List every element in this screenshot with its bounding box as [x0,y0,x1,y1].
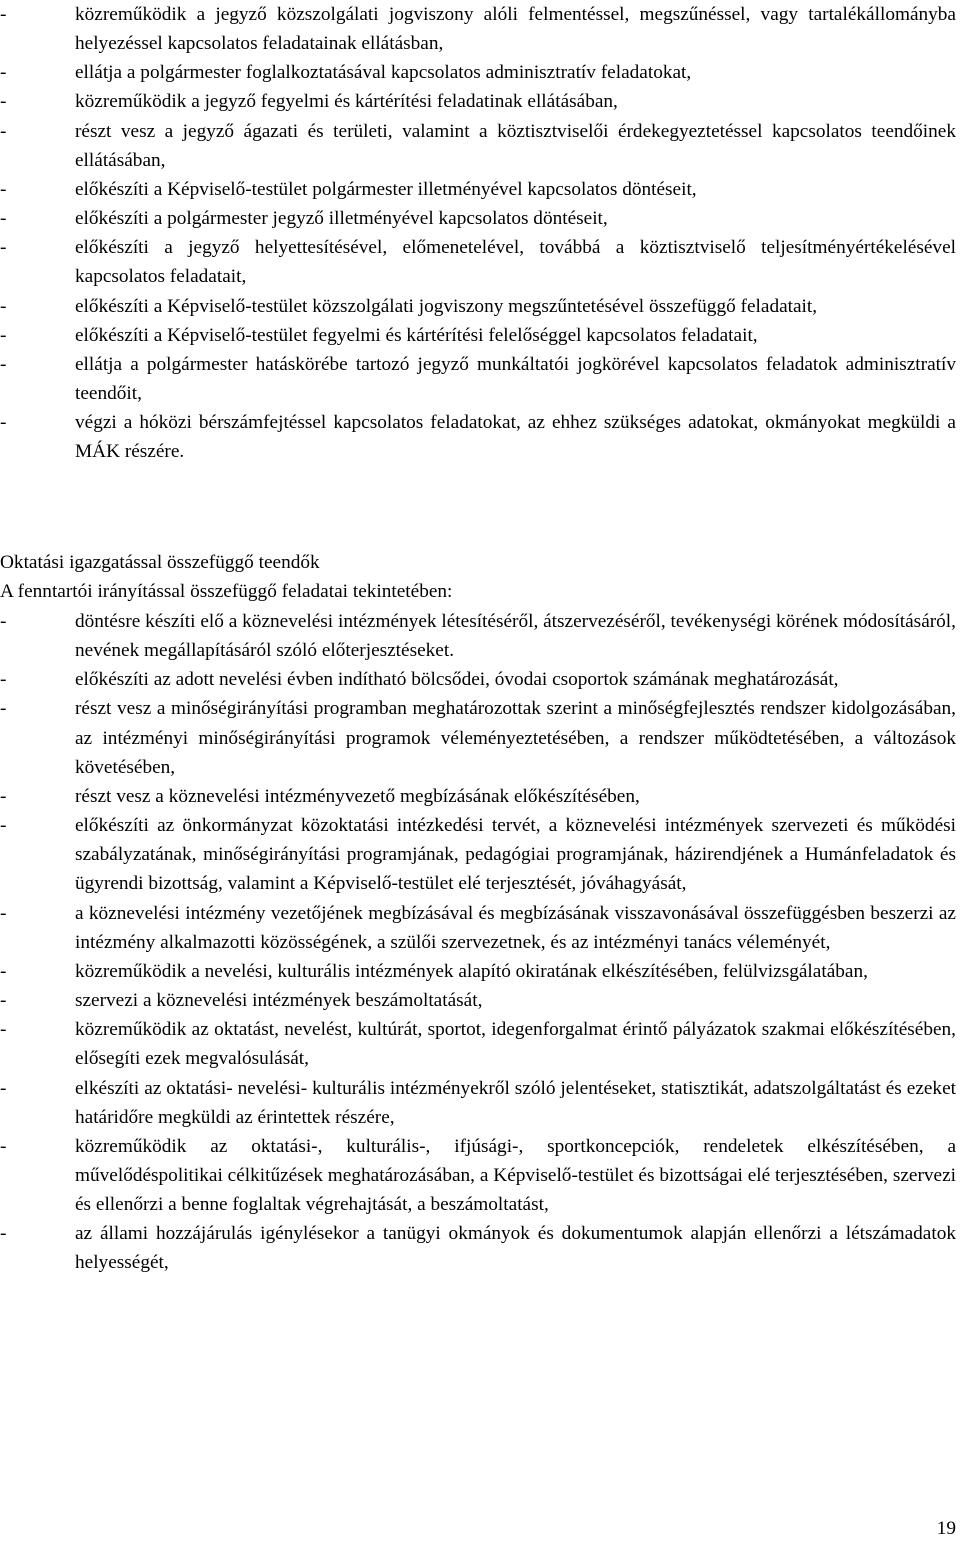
list-item-text: előkészíti az önkormányzat közoktatási intézkedési tervét, a köznevelési intézmények szervezeti és működési szabályzatának, minőségirányítási programjának, pedagógiai programjának, házirendjének a Humánfeladatok és ügyrendi bizottság, valamint a Képviselő-testület elé terjesztését, jóváhagyását, [75,815,956,895]
list-item-text: ellátja a polgármester hatáskörébe tartozó jegyző munkáltatói jogkörével kapcsolatos feladatok adminisztratív teendőit, [75,353,956,405]
list-item [0,665,956,694]
list-item-text: közreműködik az oktatást, nevelést, kultúrát, sportot, idegenforgalmat érintő pályázatok szakmai előkészítésében, elősegíti ezek megvalósulását, [75,1019,956,1070]
list-item-text: előkészíti az adott nevelési évben indítható bölcsődei, óvodai csoportok számának meghatározását, [75,669,839,691]
list-dash: - [0,785,7,807]
list-item [0,292,956,321]
list-dash: - [0,1135,7,1157]
list-item [0,0,956,58]
list-item [0,117,956,175]
list-dash: - [0,960,7,982]
list-item-text: előkészíti a polgármester jegyző illetményével kapcsolatos döntéseit, [75,208,608,230]
section-heading-block [0,548,956,606]
list-dash: - [0,208,7,230]
list-item [0,321,956,350]
page-number: 19 [936,1518,956,1539]
list-dash: - [0,120,7,142]
list-dash: - [0,1223,7,1245]
list-dash: - [0,990,7,1012]
list-item-text: elkészíti az oktatási- nevelési- kulturális intézményekről szóló jelentéseket, statisztikát, adatszolgáltatást és ezeket határidőre megküldi az érintettek részére, [75,1077,956,1128]
list-item-text: részt vesz a minőségirányítási programban meghatározottak szerint a minőségfejlesztés rendszer kidolgozásában, az intézményi minőségirányítási programok véleményeztetésében, a rendszer működtetésében, a változások követésében, [75,698,956,778]
list-dash: - [0,324,7,346]
list-dash: - [0,91,7,113]
list-item-text: előkészíti a Képviselő-testület közszolgálati jogviszony megszűntetésével összefüggő feladatait, [75,295,818,317]
list-dash: - [0,237,7,259]
list-dash: - [0,902,7,924]
list-item-text: előkészíti a jegyző helyettesítésével, előmenetelével, továbbá a köztisztviselő teljesítményértékelésével kapcsolatos feladatait, [75,237,956,288]
list-item [0,204,956,233]
list-item-text: végzi a hóközi bérszámfejtéssel kapcsolatos feladatokat, az ehhez szükséges adatokat, okmányokat megküldi a MÁK részére. [75,412,956,463]
list-item-text: részt vesz a jegyző ágazati és területi, valamint a köztisztviselői érdekegyeztetéssel kapcsolatos teendőinek ellátásában, [75,120,956,171]
list-dash: - [0,412,7,434]
list-item-text: a köznevelési intézmény vezetőjének megbízásával és megbízásának visszavonásával összefüggésben beszerzi az intézmény alkalmazotti közösségének, a szülői szervezetnek, és az intézményi tanács véleményét, [75,902,956,953]
list-item-text: előkészíti a Képviselő-testület polgármester illetményével kapcsolatos döntéseit, [75,178,697,200]
section-heading: Oktatási igazgatással összefüggő teendők [0,552,320,573]
list-dash: - [0,353,7,375]
list-item-text: ellátja a polgármester foglalkoztatásával kapcsolatos adminisztratív feladatokat, [75,62,692,84]
list-item [0,1074,956,1132]
task-list-education [0,607,956,1278]
list-dash: - [0,295,7,317]
list-dash: - [0,611,7,632]
list-dash: - [0,62,7,84]
list-item [0,607,956,665]
list-item [0,957,956,986]
list-dash: - [0,4,7,25]
list-item-text: előkészíti a Képviselő-testület fegyelmi és kártérítési felelőséggel kapcsolatos feladatait, [75,324,758,346]
list-item-text: közreműködik a jegyző fegyelmi és kártérítési feladatinak ellátásában, [75,91,618,113]
list-item [0,1132,956,1219]
section-subheading: A fenntartói irányítással összefüggő feladatai tekintetében: [0,581,453,603]
list-item [0,87,956,116]
list-item [0,408,956,466]
list-item [0,58,956,87]
list-dash: - [0,669,7,691]
list-item [0,694,956,781]
list-item-text: az állami hozzájárulás igénylésekor a tanügyi okmányok és dokumentumok alapján ellenőrzi a létszámadatok helyességét, [75,1223,956,1274]
list-item [0,1015,956,1073]
task-list-hr [0,0,956,467]
list-item-text: közreműködik a jegyző közszolgálati jogviszony alóli felmentéssel, megszűnéssel, vagy tartalékállományba helyezéssel kapcsolatos feladatainak ellátásban, [75,4,956,55]
list-item [0,350,956,408]
list-dash: - [0,178,7,200]
list-item [0,986,956,1015]
list-dash: - [0,698,7,720]
list-item [0,175,956,204]
list-item [0,899,956,957]
list-dash: - [0,1077,7,1099]
list-item-text: közreműködik az oktatási-, kulturális-, ifjúsági-, sportkoncepciók, rendeletek elkészítésében, a művelődéspolitikai célkitűzések meghatározásában, a Képviselő-testület és bizottságai elé terjesztésében, szervezi és ellenőrzi a benne foglaltak végrehajtását, a beszámoltatást, [75,1135,956,1216]
list-item-text: döntésre készíti elő a köznevelési intézmények létesítéséről, átszervezéséről, tevékenységi körének módosításáról, nevének megállapításáról szóló előterjesztéseket. [75,611,956,662]
list-item-text: közreműködik a nevelési, kulturális intézmények alapító okiratának elkészítésében, felülvizsgálatában, [75,960,868,982]
list-item [0,782,956,811]
list-dash: - [0,1019,7,1041]
list-item [0,233,956,291]
list-item-text: szervezi a köznevelési intézmények beszámoltatását, [75,990,483,1012]
list-item-text: részt vesz a köznevelési intézményvezető megbízásának előkészítésében, [75,785,640,807]
list-dash: - [0,815,7,837]
list-item [0,1219,956,1277]
list-item [0,811,956,898]
